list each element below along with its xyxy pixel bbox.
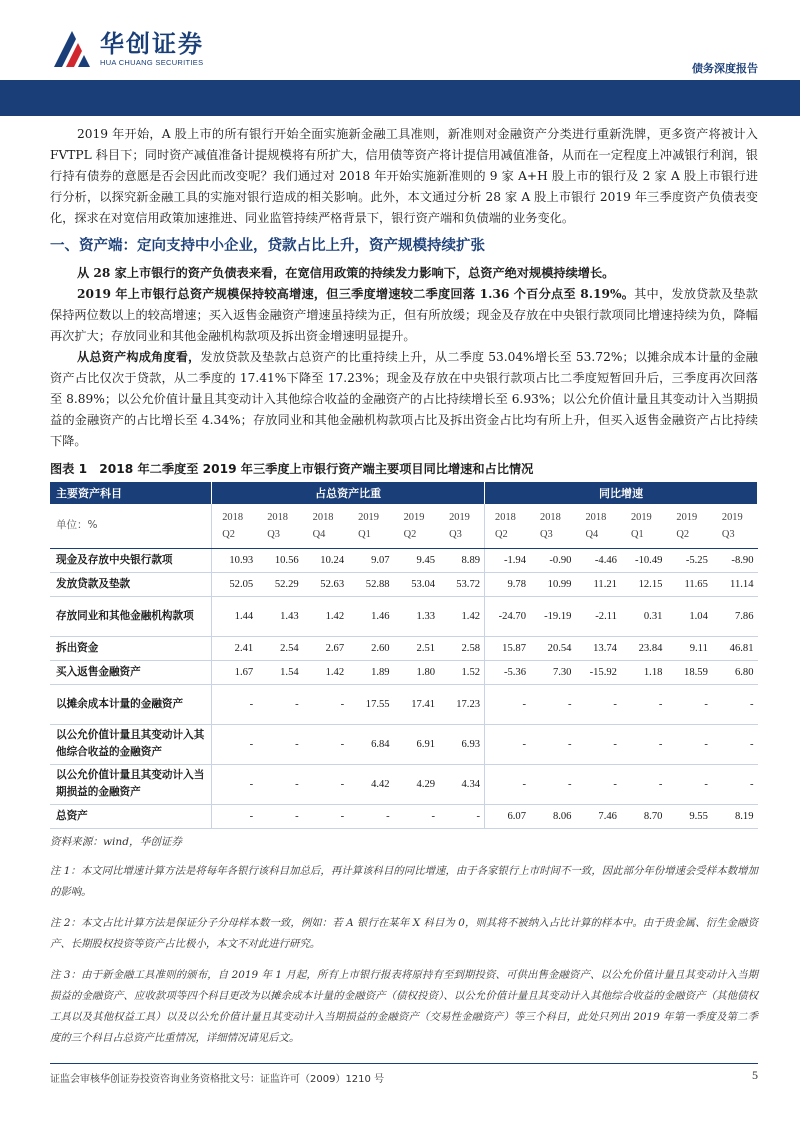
share-cell: 1.33 — [394, 596, 439, 636]
table-row — [50, 684, 758, 724]
share-cell: 10.93 — [212, 548, 257, 572]
share-cell: 52.05 — [212, 572, 257, 596]
growth-cell: - — [712, 684, 758, 724]
period-header-cell — [530, 504, 575, 548]
growth-cell: 20.54 — [530, 636, 575, 660]
column-header-growth: 同比增速 — [485, 482, 758, 504]
growth-cell: 7.30 — [530, 660, 575, 684]
period-year: 2019 — [358, 511, 379, 523]
period-header-cell — [212, 504, 257, 548]
growth-cell: 8.70 — [621, 804, 666, 828]
growth-cell: - — [666, 724, 711, 764]
period-year: 2019 — [721, 511, 743, 523]
table-row — [50, 548, 758, 572]
growth-cell: - — [485, 724, 530, 764]
intro-paragraph: 2019 年开始，A 股上市的所有银行开始全面实施新金融工具准则，新准则对金融资产分类进行重新洗牌，更多资产将被计入 FVTPL 科目下；同时资产减值准备计提规模将有所扩大，信用债等资产将计提信用减值准备，从而在一定程度上冲减银行利润，银行持有债券的意愿是否会因此而改变呢？我们通过对 2018 年开始实施新准则的 9 家 A+H 股上市的银行及 2 家 A 股上市银行进行分析，以探究新金融工具的实施对银行造成的相关影响。此外，本文通过分析 28 家 A 股上市银行 2019 年三季度资产负债表变化，探求在对宽信用政策加速推进、同业监管持续严格背景下，银行资产端和负债端的业务变化。 — [50, 127, 758, 225]
growth-cell: 11.65 — [666, 572, 711, 596]
period-year: 2018 — [495, 511, 516, 523]
period-year: 2018 — [540, 511, 561, 523]
row-label: 以摊余成本计量的金融资产 — [50, 684, 212, 724]
share-cell: 8.89 — [439, 548, 484, 572]
share-cell: 1.54 — [257, 660, 302, 684]
growth-cell: 46.81 — [712, 636, 758, 660]
share-cell: 2.51 — [394, 636, 439, 660]
period-header-cell — [666, 504, 711, 548]
period-year: 2018 — [312, 511, 334, 523]
share-cell: 1.42 — [303, 660, 348, 684]
share-cell: - — [212, 804, 257, 828]
table-row — [50, 660, 758, 684]
growth-cell: 18.59 — [666, 660, 711, 684]
share-cell: - — [348, 804, 393, 828]
paragraph-lead: 从 28 家上市银行的资产负债表来看，在宽信用政策的持续发力影响下，总资产绝对规模持续增长。 — [77, 266, 615, 280]
growth-cell: 7.46 — [575, 804, 620, 828]
paragraph-growth — [50, 284, 758, 347]
period-year: 2019 — [403, 511, 425, 523]
share-cell: - — [439, 804, 484, 828]
share-cell: - — [257, 804, 302, 828]
table-header-row — [50, 482, 758, 504]
share-cell: 2.58 — [439, 636, 484, 660]
period-header-cell — [439, 504, 484, 548]
growth-cell: -5.36 — [485, 660, 530, 684]
share-cell: 2.41 — [212, 636, 257, 660]
share-cell: 1.80 — [394, 660, 439, 684]
share-cell: 10.24 — [303, 548, 348, 572]
row-label: 买入返售金融资产 — [50, 660, 212, 684]
share-cell: 6.93 — [439, 724, 484, 764]
share-cell: - — [212, 724, 257, 764]
paragraph-lead: 2019 年上市银行总资产规模保持较高增速，但三季度增速较二季度回落 1.36 个百分点至 8.19%。 — [77, 287, 635, 301]
growth-cell: -8.90 — [712, 548, 758, 572]
growth-cell: 9.55 — [666, 804, 711, 828]
paragraph-lead: 从总资产构成角度看， — [77, 350, 201, 364]
share-cell: 6.84 — [348, 724, 393, 764]
period-year: 2018 — [585, 511, 607, 523]
growth-cell: 6.80 — [712, 660, 758, 684]
table-row — [50, 764, 758, 804]
table-row — [50, 724, 758, 764]
growth-cell: -0.90 — [530, 548, 575, 572]
growth-cell: 6.07 — [485, 804, 530, 828]
share-cell: 17.41 — [394, 684, 439, 724]
growth-cell: -24.70 — [485, 596, 530, 636]
share-cell: 52.29 — [257, 572, 302, 596]
share-cell: 1.42 — [303, 596, 348, 636]
row-label: 发放贷款及垫款 — [50, 572, 212, 596]
share-cell: 6.91 — [394, 724, 439, 764]
period-quarter: Q3 — [721, 528, 735, 540]
share-cell: 17.23 — [439, 684, 484, 724]
growth-cell: - — [712, 764, 758, 804]
share-cell: - — [257, 684, 302, 724]
footnote: 注 1：本文同比增速计算方法是将每年各银行该科目加总后，再计算该科目的同比增速，由于各家银行上市时间不一致，因此部分年份增速会受样本数增加的影响。 — [50, 864, 758, 898]
growth-cell: - — [575, 684, 620, 724]
row-label: 总资产 — [50, 804, 212, 828]
share-cell: 1.52 — [439, 660, 484, 684]
growth-cell: 9.78 — [485, 572, 530, 596]
growth-cell: 13.74 — [575, 636, 620, 660]
period-year: 2019 — [449, 511, 470, 523]
period-quarter: Q2 — [495, 528, 508, 540]
row-label: 现金及存放中央银行款项 — [50, 548, 212, 572]
column-header-share: 占总资产比重 — [212, 482, 485, 504]
growth-cell: - — [621, 724, 666, 764]
growth-cell: 0.31 — [621, 596, 666, 636]
share-cell: 53.72 — [439, 572, 484, 596]
period-quarter: Q1 — [630, 528, 644, 540]
footer-divider — [50, 1063, 758, 1064]
figure-title: 图表 1 2018 年二季度至 2019 年三季度上市银行资产端主要项目同比增速和占比情况 — [50, 462, 534, 476]
period-year: 2019 — [630, 511, 652, 523]
period-quarter: Q4 — [585, 528, 599, 540]
share-cell: 1.46 — [348, 596, 393, 636]
period-header-cell — [621, 504, 666, 548]
share-cell: 2.67 — [303, 636, 348, 660]
period-header-cell — [348, 504, 393, 548]
share-cell: - — [212, 684, 257, 724]
share-cell: 52.88 — [348, 572, 393, 596]
row-label: 以公允价值计量且其变动计入当期损益的金融资产 — [50, 764, 212, 804]
company-logo — [52, 26, 204, 72]
growth-cell: -5.25 — [666, 548, 711, 572]
main-content — [50, 124, 758, 1049]
growth-cell: 11.14 — [712, 572, 758, 596]
growth-cell: - — [530, 724, 575, 764]
growth-cell: 8.06 — [530, 804, 575, 828]
growth-cell: 1.18 — [621, 660, 666, 684]
share-cell: 53.04 — [394, 572, 439, 596]
logo-mark-icon — [52, 29, 92, 69]
paragraph-composition — [50, 347, 758, 452]
period-header-row — [50, 504, 758, 548]
growth-cell: - — [485, 764, 530, 804]
growth-cell: 11.21 — [575, 572, 620, 596]
growth-cell: 23.84 — [621, 636, 666, 660]
source-note: 资料来源：wind，华创证券 — [50, 835, 182, 848]
page-header — [0, 0, 800, 90]
growth-cell: 1.04 — [666, 596, 711, 636]
growth-cell: -4.46 — [575, 548, 620, 572]
share-cell: - — [257, 724, 302, 764]
period-year: 2019 — [676, 511, 698, 523]
share-cell: 4.34 — [439, 764, 484, 804]
growth-cell: 8.19 — [712, 804, 758, 828]
growth-cell: -15.92 — [575, 660, 620, 684]
growth-cell: - — [530, 764, 575, 804]
logo-text-en: HUA CHUANG SECURITIES — [100, 57, 204, 67]
period-quarter: Q4 — [312, 528, 326, 540]
share-cell: - — [394, 804, 439, 828]
share-cell: - — [257, 764, 302, 804]
notes-block — [50, 861, 758, 1049]
period-header-cell — [303, 504, 348, 548]
period-quarter: Q3 — [540, 528, 553, 540]
period-quarter: Q1 — [358, 528, 371, 540]
share-cell: 4.42 — [348, 764, 393, 804]
table-row — [50, 572, 758, 596]
growth-cell: 15.87 — [485, 636, 530, 660]
column-header-item: 主要资产科目 — [50, 482, 212, 504]
share-cell: - — [303, 684, 348, 724]
asset-table — [50, 482, 758, 829]
growth-cell: 12.15 — [621, 572, 666, 596]
header-band — [0, 80, 800, 116]
period-header-cell — [394, 504, 439, 548]
growth-cell: 9.11 — [666, 636, 711, 660]
growth-cell: - — [712, 724, 758, 764]
row-label: 存放同业和其他金融机构款项 — [50, 596, 212, 636]
period-quarter: Q2 — [403, 528, 417, 540]
paragraph-total-assets — [50, 263, 758, 284]
report-type-label: 债务深度报告 — [692, 62, 758, 75]
growth-cell: 7.86 — [712, 596, 758, 636]
footnote: 注 2：本文占比计算方法是保证分子分母样本数一致，例如：若 A 银行在某年 X 科目为 0，则其将不被纳入占比计算的样本中。由于贵金属、衍生金融资产、长期股权投资等资产占比极小，本文不对此进行研究。 — [50, 916, 758, 950]
growth-cell: - — [575, 724, 620, 764]
paragraph-body: 其中，发放贷款及垫款保持两位数以上的较高增速；买入返售金融资产增速虽持续为正，但有所放缓；现金及存放在中央银行款项同比增速持续为负，降幅再次扩大；存放同业和其他金融机构款项及拆出资金增速明显提升。 — [50, 287, 758, 343]
growth-cell: - — [575, 764, 620, 804]
share-cell: 9.07 — [348, 548, 393, 572]
growth-cell: - — [621, 764, 666, 804]
share-cell: - — [303, 804, 348, 828]
row-label: 拆出资金 — [50, 636, 212, 660]
period-header-cell — [712, 504, 758, 548]
share-cell: 1.42 — [439, 596, 484, 636]
row-label: 以公允价值计量且其变动计入其他综合收益的金融资产 — [50, 724, 212, 764]
footer-text: 证监会审核华创证券投资咨询业务资格批文号：证监许可（2009）1210 号 — [50, 1074, 385, 1085]
share-cell: 1.43 — [257, 596, 302, 636]
footnote: 注 3：由于新金融工具准则的颁布，自 2019 年 1 月起，所有上市银行报表将原持有至到期投资、可供出售金融资产、以公允价值计量且其变动计入当期损益的金融资产、应收款项等四个科目更改为以摊余成本计量的金融资产（债权投资）、以公允价值计量且其变动计入其他综合收益的金融资产（其他债权工具以及其他权益工具）以及以公允价值计量且其变动计入当期损益的金融资产（交易性金融资产）等三个科目，此处只列出 2019 年第一季度及第二季度的三个科目占总资产比重情况，详细情况请见后文。 — [50, 968, 758, 1044]
period-year: 2018 — [222, 511, 244, 523]
growth-cell: -19.19 — [530, 596, 575, 636]
share-cell: 1.44 — [212, 596, 257, 636]
growth-cell: 10.99 — [530, 572, 575, 596]
period-quarter: Q3 — [267, 528, 280, 540]
period-header-cell — [485, 504, 530, 548]
share-cell: 10.56 — [257, 548, 302, 572]
table-row — [50, 636, 758, 660]
period-quarter: Q2 — [676, 528, 690, 540]
share-cell: 1.89 — [348, 660, 393, 684]
period-quarter: Q2 — [222, 528, 235, 540]
share-cell: 2.54 — [257, 636, 302, 660]
share-cell: 4.29 — [394, 764, 439, 804]
page-number: 5 — [752, 1068, 758, 1082]
growth-cell: -10.49 — [621, 548, 666, 572]
growth-cell: - — [621, 684, 666, 724]
table-row — [50, 596, 758, 636]
share-cell: 9.45 — [394, 548, 439, 572]
period-header-cell — [575, 504, 620, 548]
share-cell: 1.67 — [212, 660, 257, 684]
growth-cell: - — [485, 684, 530, 724]
growth-cell: - — [666, 684, 711, 724]
section-title: 一、资产端：定向支持中小企业，贷款占比上升，资产规模持续扩张 — [50, 238, 485, 254]
share-cell: 17.55 — [348, 684, 393, 724]
period-header-cell — [257, 504, 302, 548]
growth-cell: -2.11 — [575, 596, 620, 636]
growth-cell: -1.94 — [485, 548, 530, 572]
paragraph-body: 发放贷款及垫款占总资产的比重持续上升，从二季度 53.04%增长至 53.72%；以摊余成本计量的金融资产占比仅次于贷款，从二季度的 17.41%下降至 17.23%；现金及存放在中央银行款项占比二季度短暂回升后，三季度再次回落至 8.89%；以公允价值计量且其变动计入其他综合收益的金融资产的占比持续增长至 6.93%；以公允价值计量且其变动计入当期损益的金融资产的占比增长至 4.34%；存放同业和其他金融机构款项占比及拆出资金占比均有所上升，但买入返售金融资产占比持续下降。 — [50, 350, 758, 448]
growth-cell: - — [530, 684, 575, 724]
share-cell: 52.63 — [303, 572, 348, 596]
period-quarter: Q3 — [449, 528, 462, 540]
growth-cell: - — [666, 764, 711, 804]
share-cell: - — [303, 764, 348, 804]
share-cell: - — [212, 764, 257, 804]
table-row — [50, 804, 758, 828]
unit-label: 单位：% — [50, 504, 212, 548]
share-cell: 2.60 — [348, 636, 393, 660]
share-cell: - — [303, 724, 348, 764]
period-year: 2018 — [267, 511, 288, 523]
logo-text-cn: 华创证券 — [100, 29, 204, 58]
